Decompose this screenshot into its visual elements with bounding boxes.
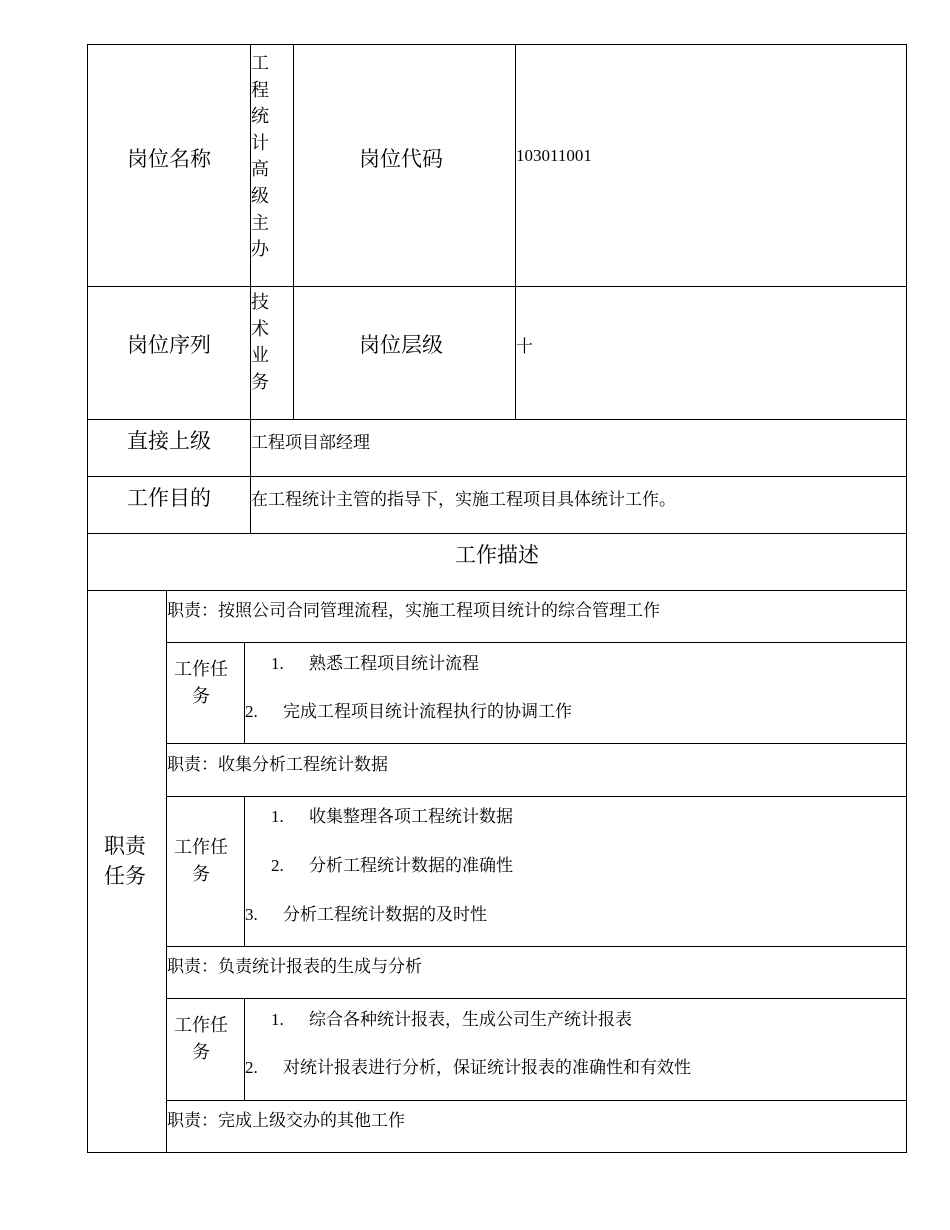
level-value: 十 [516, 337, 533, 356]
position-name-value: 工程统计高级主办 [251, 53, 269, 260]
task-item [271, 649, 479, 674]
task-number: 2. [271, 856, 284, 875]
task-number: 1. [271, 1010, 284, 1029]
task-item [245, 900, 487, 925]
task-number: 2. [245, 702, 258, 721]
row-divider [87, 476, 907, 477]
task-text: 综合各种统计报表，生成公司生产统计报表 [309, 1010, 632, 1029]
task-text: 对统计报表进行分析，保证统计报表的准确性和有效性 [283, 1058, 691, 1077]
description-title: 工作描述 [455, 543, 539, 567]
duty-text: 职责：完成上级交办的其他工作 [167, 1111, 405, 1130]
task-text: 完成工程项目统计流程执行的协调工作 [283, 702, 572, 721]
row-divider [87, 286, 907, 287]
duty-text: 职责：收集分析工程统计数据 [167, 755, 388, 774]
purpose-value: 在工程统计主管的指导下，实施工程项目具体统计工作。 [251, 490, 676, 509]
duty-text: 职责：按照公司合同管理流程，实施工程项目统计的综合管理工作 [167, 601, 660, 620]
sequence-label: 岗位序列 [127, 333, 211, 357]
column-divider [293, 44, 294, 419]
row-divider [87, 533, 907, 534]
task-label: 工作任务 [174, 659, 228, 706]
row-divider [166, 743, 907, 744]
level-label: 岗位层级 [359, 333, 443, 357]
task-label: 工作任务 [174, 1015, 228, 1062]
task-number: 2. [245, 1058, 258, 1077]
task-text: 熟悉工程项目统计流程 [309, 654, 479, 673]
position-name-label: 岗位名称 [127, 147, 211, 171]
row-divider [166, 946, 907, 947]
column-divider [515, 44, 516, 419]
supervisor-label: 直接上级 [127, 429, 211, 453]
task-item [245, 697, 572, 722]
row-divider [87, 419, 907, 420]
task-item [271, 851, 513, 876]
sequence-value: 技术业务 [251, 292, 269, 392]
row-divider [166, 1100, 907, 1101]
task-text: 分析工程统计数据的准确性 [309, 856, 513, 875]
duty-text: 职责：负责统计报表的生成与分析 [167, 957, 422, 976]
task-item [271, 802, 513, 827]
task-number: 1. [271, 807, 284, 826]
task-text: 分析工程统计数据的及时性 [283, 905, 487, 924]
task-item [245, 1053, 691, 1078]
duties-label: 职责任务 [104, 834, 146, 888]
supervisor-value: 工程项目部经理 [251, 433, 370, 452]
position-code-value: 103011001 [516, 146, 592, 165]
position-code-label: 岗位代码 [359, 147, 443, 171]
column-divider [166, 590, 167, 1153]
row-divider [87, 590, 907, 591]
row-divider [166, 642, 907, 643]
column-divider [244, 998, 245, 1100]
task-item [271, 1005, 632, 1030]
column-divider [244, 642, 245, 743]
task-number: 1. [271, 654, 284, 673]
purpose-label: 工作目的 [127, 486, 211, 510]
task-number: 3. [245, 905, 258, 924]
row-divider [166, 998, 907, 999]
task-label: 工作任务 [174, 837, 228, 884]
row-divider [166, 796, 907, 797]
task-text: 收集整理各项工程统计数据 [309, 807, 513, 826]
